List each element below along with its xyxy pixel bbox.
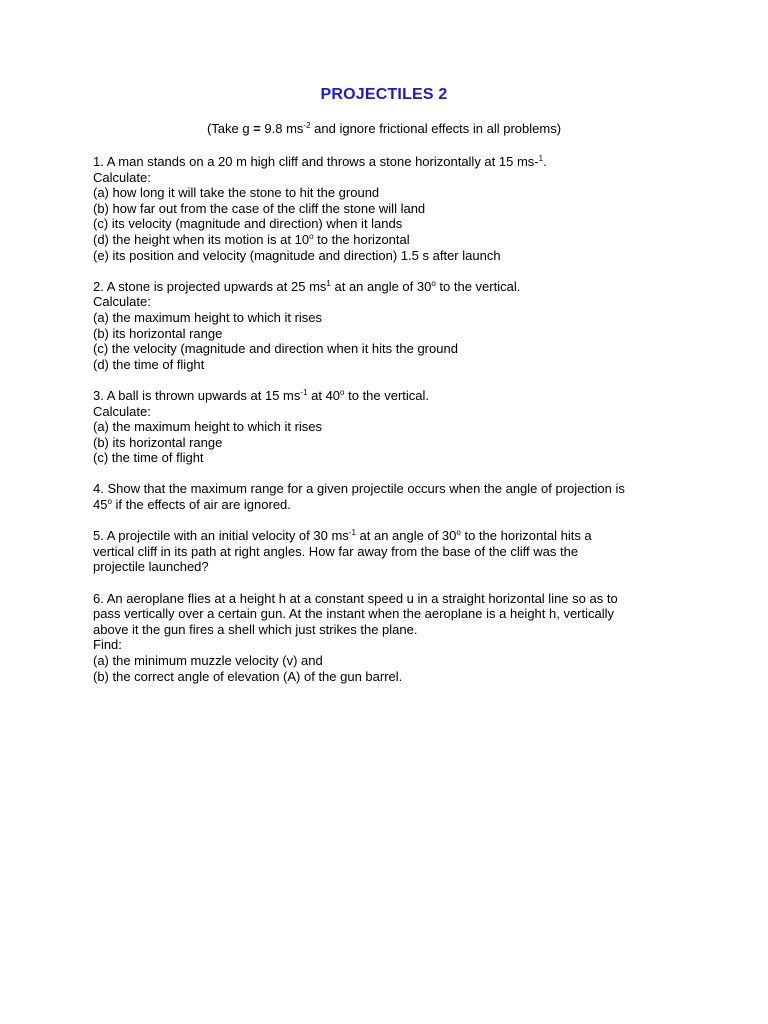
text-run: (a) the minimum muzzle velocity (v) and xyxy=(93,653,323,668)
superscript: o xyxy=(107,497,112,507)
text-run: (a) how long it will take the stone to hit the ground xyxy=(93,185,380,201)
text-run: . xyxy=(543,154,547,169)
text-run: pass vertically over a certain gun. At the instant when the aeroplane is a height h, vertically xyxy=(93,606,615,622)
question-4 xyxy=(93,481,693,512)
text-run: (b) how far out from the case of the cliff the stone will land xyxy=(93,200,426,216)
question-line xyxy=(93,232,693,248)
question-line xyxy=(93,154,693,170)
text-run: (e) its position and velocity (magnitude and direction) 1.5 s after launch xyxy=(93,247,501,263)
text-run: at an angle of 30 xyxy=(330,278,432,294)
question-line xyxy=(93,528,693,544)
text-run: Find: xyxy=(93,637,122,653)
text-run: to the horizontal xyxy=(313,231,410,247)
question-line xyxy=(93,294,693,310)
question-5 xyxy=(93,528,693,575)
text-run: (c) the velocity (magnitude and direction when it hits the ground xyxy=(93,341,458,357)
text-run: (b) the correct angle of elevation (A) of the gun barrel. xyxy=(93,668,403,684)
question-line xyxy=(93,544,693,560)
question-line xyxy=(93,419,693,435)
text-run: (b) its horizontal range xyxy=(93,434,223,450)
text-run: 5. A projectile with an initial velocity of 30 ms xyxy=(93,528,349,544)
question-line xyxy=(93,622,693,638)
question-2 xyxy=(93,279,693,373)
question-line xyxy=(93,653,693,669)
question-line xyxy=(93,341,693,357)
questions-list xyxy=(93,154,693,700)
question-1 xyxy=(93,154,693,263)
text-run: 1. A man stands on a 20 m high cliff and throws a stone horizontally at 15 ms- xyxy=(93,154,539,169)
instruction-note xyxy=(0,120,768,137)
text-run: 4. Show that the maximum range for a given projectile occurs when the angle of projection is xyxy=(93,481,625,497)
text-run: 2. A stone is projected upwards at 25 ms xyxy=(93,278,327,294)
text-run: if the effects of air are ignored. xyxy=(111,497,291,513)
question-line xyxy=(93,310,693,326)
text-run: Calculate: xyxy=(93,169,151,185)
question-line xyxy=(93,201,693,217)
text-run: (d) the time of flight xyxy=(93,356,205,372)
note-text-3: and ignore frictional effects in all problems) xyxy=(310,121,562,136)
question-line xyxy=(93,357,693,373)
question-line xyxy=(93,170,693,186)
question-line xyxy=(93,481,693,497)
question-line xyxy=(93,669,693,685)
text-run: to the vertical. xyxy=(435,278,521,294)
text-run: to the horizontal hits a xyxy=(460,528,592,544)
text-run: 3. A ball is thrown upwards at 15 ms xyxy=(93,387,301,403)
superscript: o xyxy=(456,528,461,538)
note-text-1: (Take g xyxy=(206,121,254,136)
question-line xyxy=(93,591,693,607)
question-line xyxy=(93,404,693,420)
question-line xyxy=(93,450,693,466)
question-line xyxy=(93,216,693,232)
question-line xyxy=(93,185,693,201)
text-run: (c) the time of flight xyxy=(93,450,204,466)
question-6 xyxy=(93,591,693,685)
superscript: -1 xyxy=(348,528,356,538)
question-line xyxy=(93,559,693,575)
page-title: PROJECTILES 2 xyxy=(320,86,448,103)
text-run: at an angle of 30 xyxy=(355,528,457,544)
text-run: (d) the height when its motion is at 10 xyxy=(93,231,310,247)
question-3 xyxy=(93,388,693,466)
text-run: to the vertical. xyxy=(344,387,430,403)
text-run: Calculate: xyxy=(93,294,151,310)
question-line xyxy=(93,637,693,653)
text-run: (b) its horizontal range xyxy=(93,325,223,341)
question-line xyxy=(93,279,693,295)
text-run: vertical cliff in its path at right angles. How far away from the base of the cliff was the xyxy=(93,543,579,559)
superscript: o xyxy=(340,387,345,397)
question-line xyxy=(93,606,693,622)
superscript: 1 xyxy=(538,154,544,163)
question-line xyxy=(93,497,693,513)
superscript: -1 xyxy=(300,387,308,397)
question-line xyxy=(93,388,693,404)
text-run: (c) its velocity (magnitude and direction) when it lands xyxy=(93,216,403,232)
note-text-2: 9.8 ms xyxy=(260,121,304,136)
question-line xyxy=(93,435,693,451)
note-equals: = xyxy=(253,121,261,136)
superscript: o xyxy=(309,231,314,241)
question-line xyxy=(93,248,693,264)
text-run: above it the gun fires a shell which just strikes the plane. xyxy=(93,621,418,637)
text-run: 45 xyxy=(93,497,108,513)
text-run: 6. An aeroplane flies at a height h at a constant speed u in a straight horizontal line so as to xyxy=(93,590,618,606)
text-run: (a) the maximum height to which it rises xyxy=(93,309,323,325)
text-run: projectile launched? xyxy=(93,559,209,575)
text-run: at 40 xyxy=(307,387,341,403)
question-line xyxy=(93,326,693,342)
superscript: o xyxy=(431,278,436,288)
superscript: 1 xyxy=(326,278,331,288)
text-run: Calculate: xyxy=(93,403,151,419)
text-run: (a) the maximum height to which it rises xyxy=(93,419,323,435)
note-superscript: -2 xyxy=(303,121,311,130)
